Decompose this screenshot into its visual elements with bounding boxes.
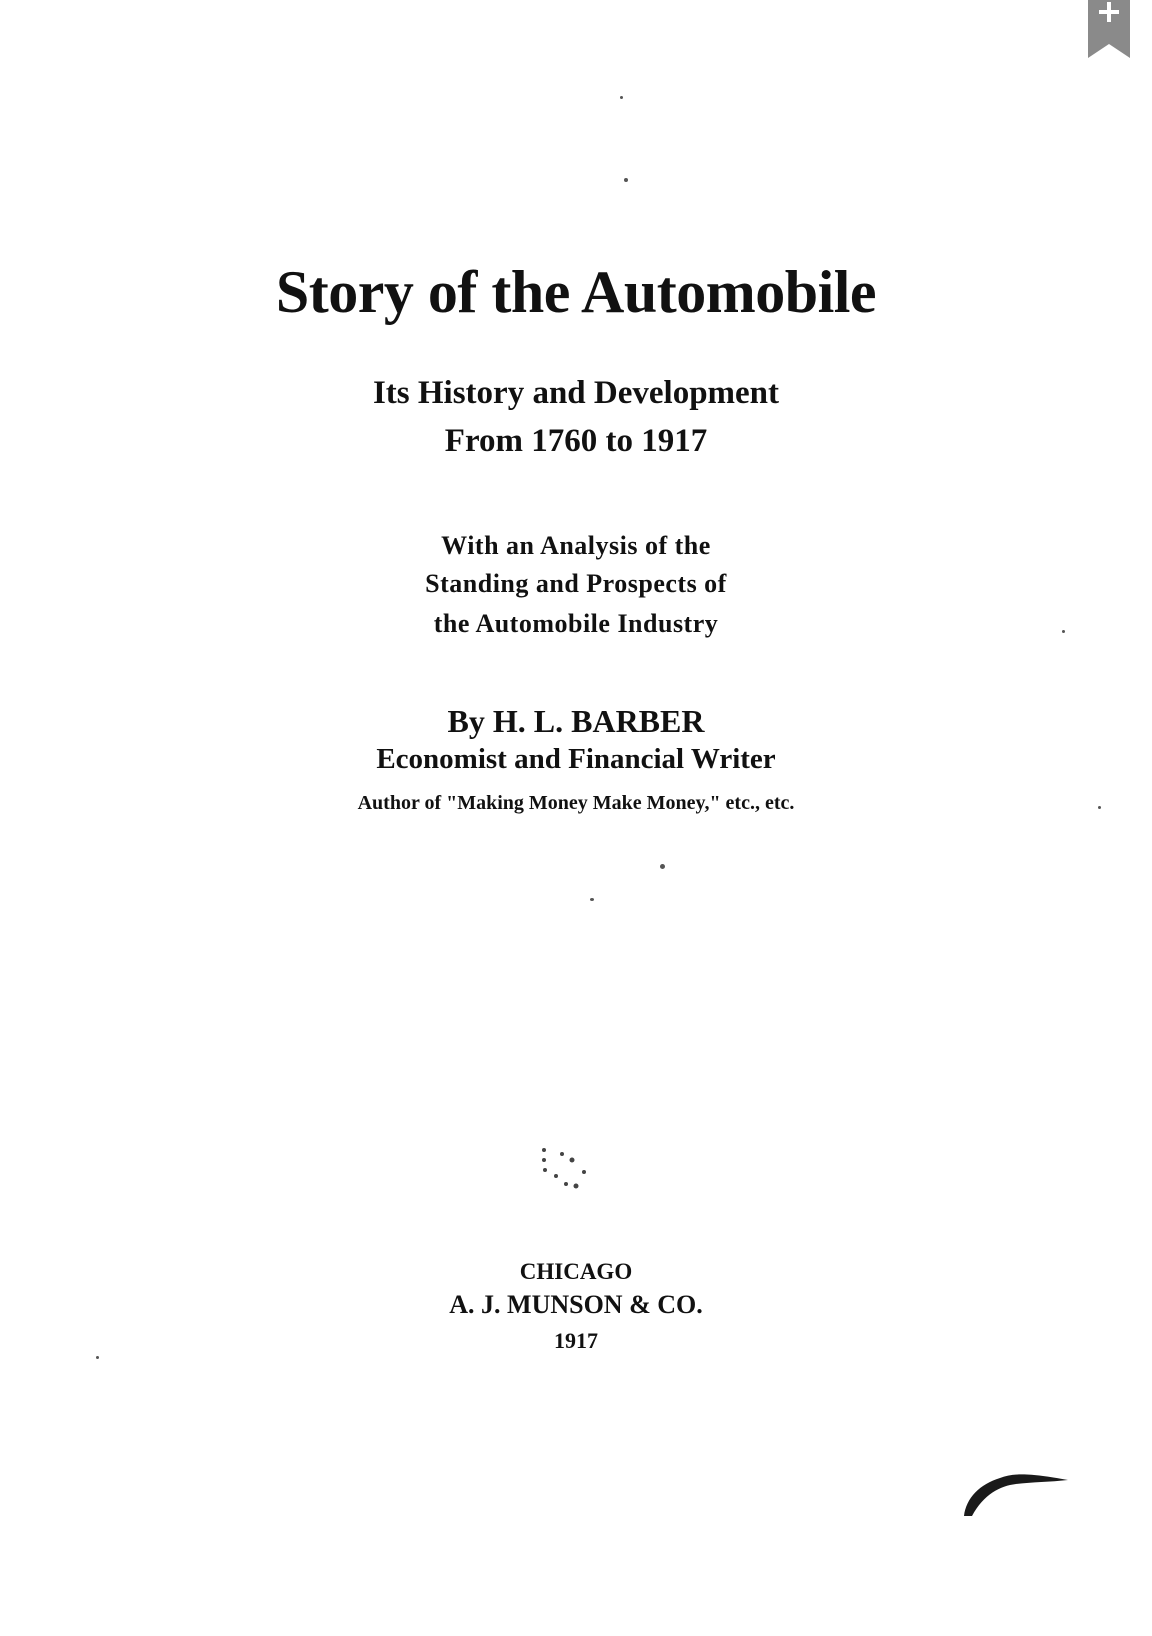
subtitle-line-1: Its History and Development [372,375,780,411]
book-title: Story of the Automobile [275,259,877,325]
analysis-line-1: With an Analysis of the [441,531,711,560]
bookmark-add-icon [1088,0,1130,58]
scan-speck [624,178,628,182]
subtitle-line-2: From 1760 to 1917 [444,423,708,459]
imprint-city: CHICAGO [519,1259,633,1284]
printer-ornament [540,1144,596,1204]
scan-speck [1062,630,1065,633]
analysis-line-2: Standing and Prospects of [425,569,727,598]
scan-speck [620,96,623,99]
author-byline: By H. L. BARBER [447,703,705,739]
scan-speck [96,1356,99,1359]
scan-speck [660,864,665,869]
author-role: Economist and Financial Writer [376,743,776,775]
scan-blemish [960,1460,1070,1520]
imprint-publisher: A. J. MUNSON & CO. [449,1290,703,1319]
bookmark-add-button[interactable] [1088,0,1130,58]
scan-speck [1098,806,1101,809]
analysis-line-3: the Automobile Industry [433,609,719,638]
scan-speck [590,898,594,901]
imprint-year: 1917 [554,1328,598,1353]
author-other-works: Author of "Making Money Make Money," etc., etc. [357,792,795,814]
